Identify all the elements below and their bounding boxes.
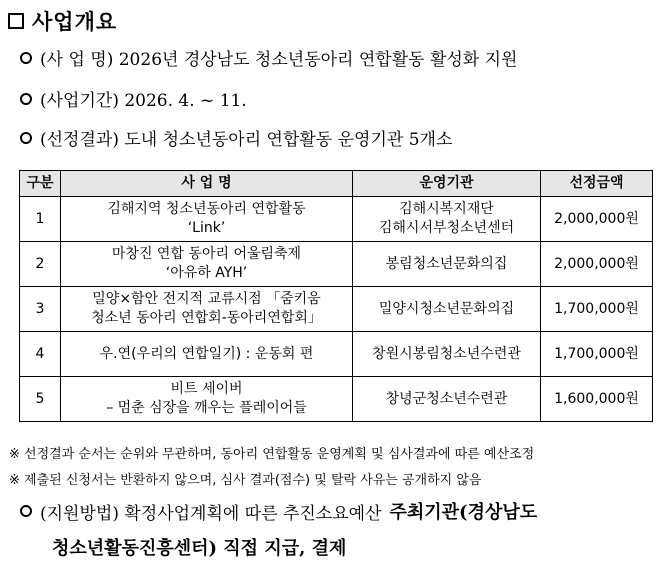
cell-amount: 1,700,000원	[541, 332, 653, 377]
project-line: 밀양×함안 전지적 교류시점 「줌키움	[92, 291, 321, 307]
cell-organization: 창원시봉림청소년수련관	[353, 332, 541, 377]
bullet-bold-text: 주최기관(경상남도	[389, 502, 538, 523]
cell-organization: 봉림청소년문화의집	[353, 242, 541, 287]
table-row	[20, 287, 653, 332]
project-line: 청소년 동아리 연합회-동아리연합회」	[91, 310, 322, 326]
project-line: ‘아유하 AYH’	[165, 265, 248, 281]
bullet-project-name	[20, 45, 517, 70]
section-heading	[8, 8, 117, 34]
circle-bullet-icon	[20, 93, 32, 105]
bullet-text: (선정결과) 도내 청소년동아리 연합활동 운영기관 5개소	[40, 130, 453, 150]
bullet-support-method	[20, 498, 537, 524]
cell-project	[61, 242, 353, 287]
bullet-project-period	[20, 86, 247, 111]
cell-organization	[353, 197, 541, 242]
cell-no: 5	[20, 377, 61, 422]
note-line: ※ 제출된 신청서는 반환하지 않으며, 심사 결과(점수) 및 탈락 사유는 공개하지 않음	[9, 473, 482, 488]
table-row	[20, 242, 653, 287]
table-row	[20, 377, 653, 422]
circle-bullet-icon	[20, 132, 32, 144]
cell-organization: 밀양시청소년문화의집	[353, 287, 541, 332]
bullet-text: (사업기간) 2026. 4. ~ 11.	[40, 91, 247, 111]
table-row	[20, 332, 653, 377]
selection-table	[19, 170, 653, 422]
section-title: 사업개요	[32, 10, 118, 34]
cell-amount: 1,700,000원	[541, 287, 653, 332]
project-line: 비트 세이버	[170, 381, 243, 397]
project-line: 마창진 연합 동아리 어울림축제	[111, 246, 302, 262]
cell-amount: 1,600,000원	[541, 377, 653, 422]
table-row	[20, 197, 653, 242]
circle-bullet-icon	[20, 505, 32, 517]
organization-line: 김해시복지재단	[399, 201, 494, 217]
cell-no: 4	[20, 332, 61, 377]
cell-project: 우.연(우리의 연합일기) : 운동회 편	[61, 332, 353, 377]
cell-no: 1	[20, 197, 61, 242]
header-project: 사 업 명	[61, 171, 353, 197]
cell-organization: 창녕군청소년수련관	[353, 377, 541, 422]
circle-bullet-icon	[20, 52, 32, 64]
cell-project	[61, 377, 353, 422]
cell-amount: 2,000,000원	[541, 242, 653, 287]
header-amount: 선정금액	[541, 171, 653, 197]
project-line: 김해지역 청소년동아리 연합활동	[107, 201, 306, 217]
bullet-selection-result	[20, 125, 452, 150]
organization-line: 김해시서부청소년센터	[378, 220, 515, 236]
cell-project	[61, 197, 353, 242]
table-header-row	[20, 171, 653, 197]
header-no: 구분	[20, 171, 61, 197]
cell-amount: 2,000,000원	[541, 197, 653, 242]
bullet-bold-continuation: 청소년활동진흥센터) 직접 지급, 결제	[52, 538, 347, 559]
project-line: – 멈춘 심장을 깨우는 플레이어들	[106, 400, 307, 416]
cell-project	[61, 287, 353, 332]
cell-no: 2	[20, 242, 61, 287]
project-line: ‘Link’	[187, 220, 226, 236]
square-bullet-icon	[8, 13, 24, 29]
bullet-text: (사 업 명) 2026년 경상남도 청소년동아리 연합활동 활성화 지원	[40, 50, 518, 70]
bullet-text: (지원방법) 확정사업계획에 따른 추진소요예산	[40, 503, 382, 524]
header-organization: 운영기관	[353, 171, 541, 197]
note-line: ※ 선정결과 순서는 순위와 무관하며, 동아리 연합활동 운영계획 및 심사결과에 따른 예산조정	[9, 447, 535, 462]
cell-no: 3	[20, 287, 61, 332]
